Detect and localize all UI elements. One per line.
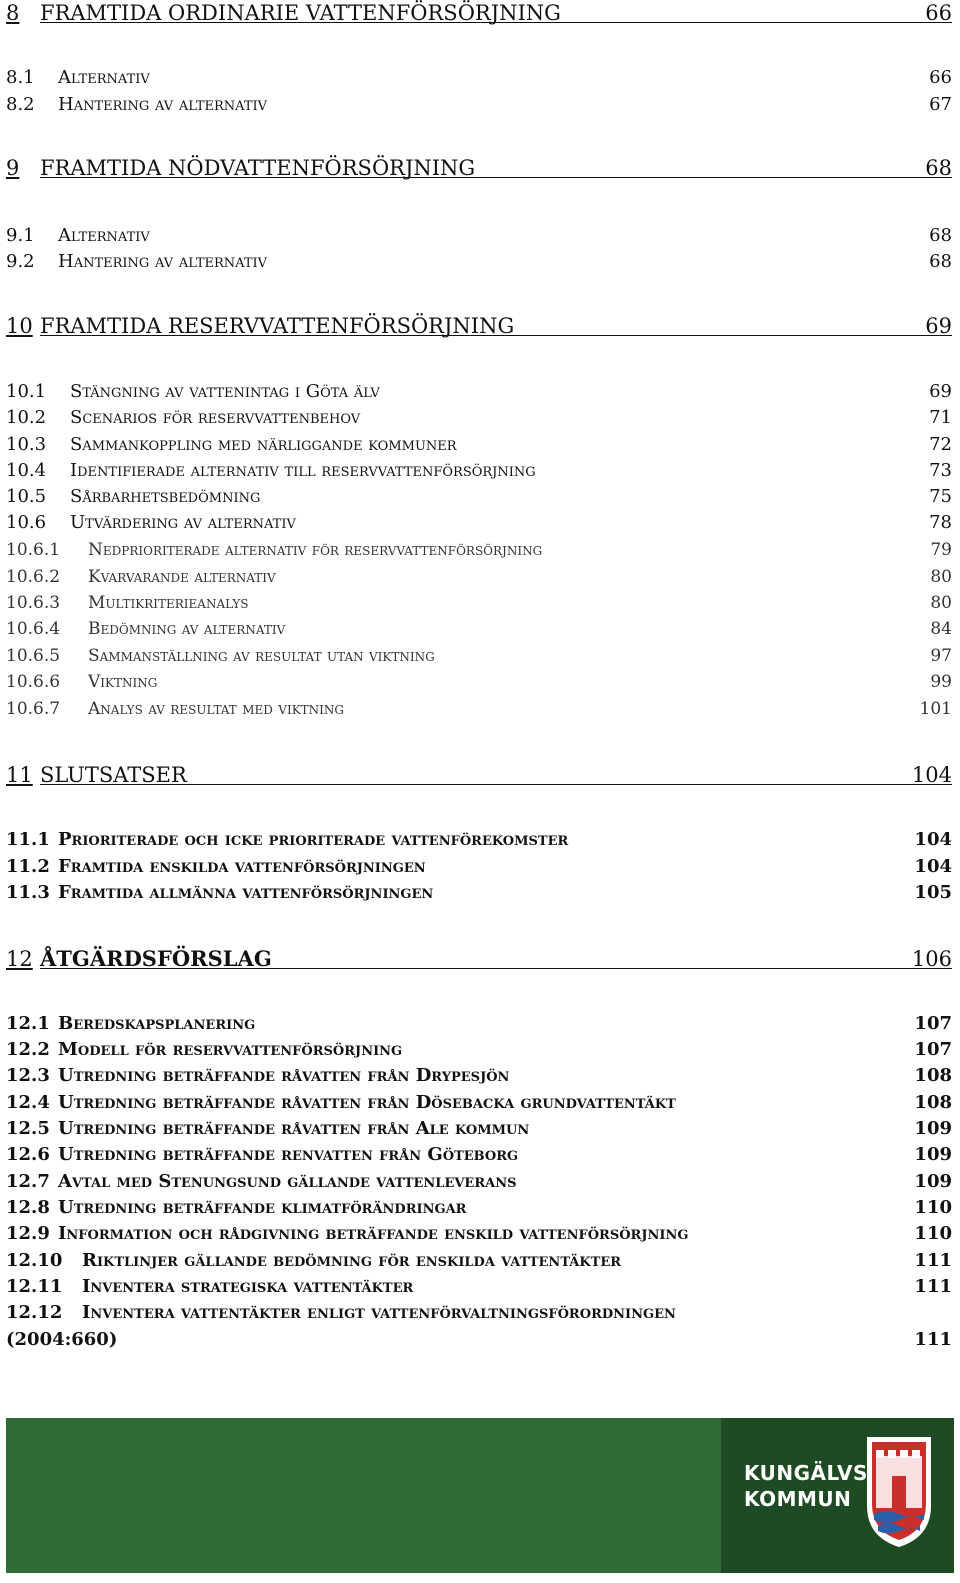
toc-title: Multikriterieanalys xyxy=(88,593,249,613)
toc-number: 8 xyxy=(6,1,20,25)
toc-page: 104 xyxy=(914,829,952,850)
toc-number: 10.2 xyxy=(6,407,47,428)
toc-page: 80 xyxy=(930,593,952,613)
toc-title: Modell för reservvattenförsörjning xyxy=(58,1039,403,1060)
toc-title: Utredning beträffande renvatten från Göteborg xyxy=(58,1144,519,1165)
toc-number: 12.7 xyxy=(6,1171,50,1192)
toc-title: FRAMTIDA NÖDVATTENFÖRSÖRJNING xyxy=(40,156,476,180)
toc-page: 108 xyxy=(914,1092,952,1113)
toc-underline xyxy=(40,784,952,785)
toc-title: ÅTGÄRDSFÖRSLAG xyxy=(40,946,272,971)
toc-page: 66 xyxy=(929,67,952,88)
toc-number: 12.12 xyxy=(6,1302,63,1323)
toc-number: 10.6.1 xyxy=(6,540,61,560)
toc-number: 8.1 xyxy=(6,67,35,88)
toc-number: 9.1 xyxy=(6,225,35,246)
toc-page: 110 xyxy=(914,1223,952,1244)
toc-page: 109 xyxy=(914,1171,952,1192)
toc-number: 10.6.5 xyxy=(6,646,61,666)
toc-page: 84 xyxy=(930,619,952,639)
toc-title: Framtida enskilda vattenförsörjningen xyxy=(58,856,426,877)
toc-title: Beredskapsplanering xyxy=(58,1013,256,1034)
toc-number: 10.6.4 xyxy=(6,619,61,639)
toc-number: 12.8 xyxy=(6,1197,50,1218)
toc-title: Scenarios för reservvattenbehov xyxy=(70,407,361,428)
toc-title: Viktning xyxy=(88,672,158,692)
toc-page: 107 xyxy=(914,1013,952,1034)
toc-number: 12.2 xyxy=(6,1039,50,1060)
coat-of-arms-icon xyxy=(866,1436,932,1548)
toc-number: 11.3 xyxy=(6,882,50,903)
toc-title: Kvarvarande alternativ xyxy=(88,567,276,587)
toc-number: 12.6 xyxy=(6,1144,50,1165)
toc-page: 110 xyxy=(914,1197,952,1218)
toc-underline xyxy=(40,335,952,336)
toc-underline xyxy=(40,22,952,23)
toc-page: 69 xyxy=(925,314,952,338)
toc-title: Framtida allmänna vattenförsörjningen xyxy=(58,882,434,903)
toc-page: 69 xyxy=(929,381,952,402)
toc-title: SLUTSATSER xyxy=(40,763,187,787)
toc-page: 68 xyxy=(925,156,952,180)
toc-number: 10.1 xyxy=(6,381,47,402)
footer-banner xyxy=(6,1418,954,1573)
toc-number: 11.1 xyxy=(6,829,50,850)
toc-page: 73 xyxy=(929,460,952,481)
toc-title: Sammanställning av resultat utan viktning xyxy=(88,646,435,666)
toc-title: Bedömning av alternativ xyxy=(88,619,286,639)
toc-title: Utredning beträffande klimatförändringar xyxy=(58,1197,467,1218)
toc-page: 106 xyxy=(911,947,952,971)
toc-number: 9 xyxy=(6,156,20,180)
toc-page: 97 xyxy=(930,646,952,666)
toc-title: Stängning av vattenintag i Göta älv xyxy=(70,381,380,402)
toc-title: Hantering av alternativ xyxy=(58,94,268,115)
toc-page: 104 xyxy=(914,856,952,877)
toc-page: 68 xyxy=(929,225,952,246)
toc-title: FRAMTIDA RESERVVATTENFÖRSÖRJNING xyxy=(40,314,515,338)
toc-number: 10 xyxy=(6,314,33,338)
toc-title: Sammankoppling med närliggande kommuner xyxy=(70,434,457,455)
logo-line-2: KOMMUN xyxy=(744,1487,852,1511)
toc-title: Nedprioriterade alternativ för reservvattenförsörjning xyxy=(88,540,543,560)
toc-number: 10.6.3 xyxy=(6,593,61,613)
toc-title: Alternativ xyxy=(58,225,150,246)
toc-page: 109 xyxy=(914,1144,952,1165)
toc-page: 71 xyxy=(929,407,952,428)
toc-number: 11 xyxy=(6,763,33,787)
toc-number: 12.11 xyxy=(6,1276,63,1297)
toc-number: 12.3 xyxy=(6,1065,50,1086)
toc-title: Utredning beträffande råvatten från Ale kommun xyxy=(58,1118,530,1139)
toc-title: Information och rådgivning beträffande enskild vattenförsörjning xyxy=(58,1223,689,1244)
toc-page: 104 xyxy=(911,763,952,787)
toc-page: 107 xyxy=(914,1039,952,1060)
toc-underline xyxy=(40,968,952,969)
toc-title: Prioriterade och icke prioriterade vattenförekomster xyxy=(58,829,569,850)
toc-number: 12.10 xyxy=(6,1250,63,1271)
toc-number: 10.4 xyxy=(6,460,47,481)
toc-page: 99 xyxy=(930,672,952,692)
municipality-logo-text xyxy=(744,1460,868,1512)
toc-number: 10.6.6 xyxy=(6,672,61,692)
toc-number: 10.6.7 xyxy=(6,699,61,719)
toc-title: Sårbarhetsbedömning xyxy=(70,486,261,507)
toc-page: 80 xyxy=(930,567,952,587)
toc-page: 105 xyxy=(914,882,952,903)
toc-title: Inventera vattentäkter enligt vattenförvaltningsförordningen xyxy=(82,1302,676,1323)
toc-title: FRAMTIDA ORDINARIE VATTENFÖRSÖRJNING xyxy=(40,1,561,25)
toc-page: 78 xyxy=(929,512,952,533)
toc-title: (2004:660) xyxy=(6,1329,118,1350)
toc-title: Avtal med Stenungsund gällande vattenleverans xyxy=(58,1171,517,1192)
toc-page: 67 xyxy=(929,94,952,115)
toc-page: 111 xyxy=(914,1329,952,1350)
toc-page: 111 xyxy=(914,1276,952,1297)
toc-number: 12.4 xyxy=(6,1092,50,1113)
toc-page: 79 xyxy=(930,540,952,560)
toc-title: Riktlinjer gällande bedömning för enskilda vattentäkter xyxy=(82,1250,622,1271)
toc-page: 75 xyxy=(929,486,952,507)
toc-title: Utredning beträffande råvatten från Drypesjön xyxy=(58,1065,510,1086)
toc-page: 68 xyxy=(929,251,952,272)
toc-number: 10.5 xyxy=(6,486,47,507)
toc-page: 72 xyxy=(929,434,952,455)
toc-title: Analys av resultat med viktning xyxy=(88,699,344,719)
toc-number: 12.9 xyxy=(6,1223,50,1244)
toc-number: 12 xyxy=(6,947,33,971)
toc-page: 111 xyxy=(914,1250,952,1271)
toc-page: 109 xyxy=(914,1118,952,1139)
toc-number: 12.5 xyxy=(6,1118,50,1139)
toc-page: 66 xyxy=(925,1,952,25)
toc-title: Utredning beträffande råvatten från Dösebacka grundvattentäkt xyxy=(58,1092,676,1113)
toc-number: 10.6.2 xyxy=(6,567,61,587)
toc-title: Identifierade alternativ till reservvattenförsörjning xyxy=(70,460,536,481)
toc-number: 10.3 xyxy=(6,434,47,455)
toc-underline xyxy=(40,177,952,178)
toc-number: 9.2 xyxy=(6,251,35,272)
toc-title: Inventera strategiska vattentäkter xyxy=(82,1276,414,1297)
toc-number: 12.1 xyxy=(6,1013,50,1034)
toc-title: Utvärdering av alternativ xyxy=(70,512,296,533)
toc-title: Alternativ xyxy=(58,67,150,88)
toc-number: 10.6 xyxy=(6,512,47,533)
toc-title: Hantering av alternativ xyxy=(58,251,268,272)
logo-line-1: KUNGÄLVS xyxy=(744,1461,868,1485)
toc-number: 8.2 xyxy=(6,94,35,115)
toc-number: 11.2 xyxy=(6,856,50,877)
toc-page: 108 xyxy=(914,1065,952,1086)
toc-page: 101 xyxy=(919,699,952,719)
